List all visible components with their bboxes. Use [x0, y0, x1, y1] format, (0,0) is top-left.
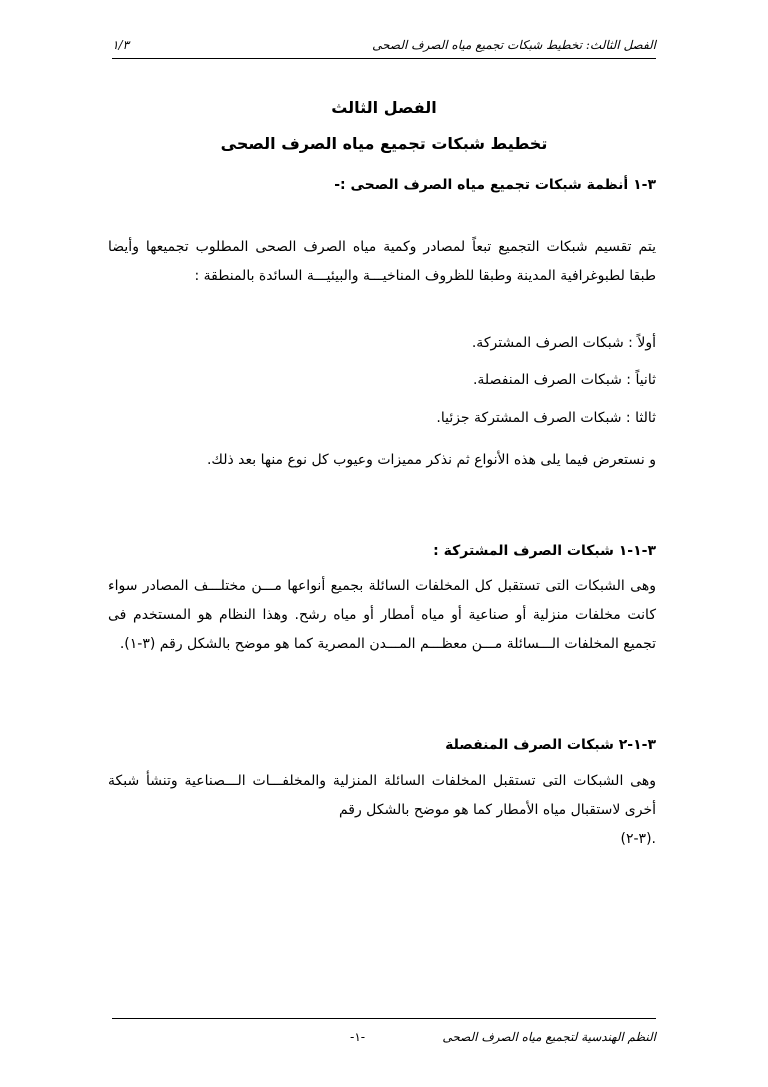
chapter-number: الفصل الثالث [331, 98, 437, 117]
footer-book-title: النظم الهندسية لتجميع مياه الصرف الصحى [442, 1030, 656, 1044]
list-item-second: ثانياً : شبكات الصرف المنفصلة. [472, 372, 656, 388]
section-3-1-outro: و نستعرض فيما يلى هذه الأنواع ثم نذكر مميزات وعيوب كل نوع منها بعد ذلك. [206, 452, 656, 468]
running-header-page-ref: ١/٣ [112, 38, 129, 52]
list-item-third: ثالثا : شبكات الصرف المشتركة جزئيا. [436, 410, 656, 426]
list-item-first: أولاً : شبكات الصرف المشتركة. [471, 335, 656, 351]
section-3-1-1-body: وهى الشبكات التى تستقبل كل المخلفات السائلة بجميع أنواعها مـــن مختلـــف المصادر سواء كانت مخلفات منزلية أو صناعية أو مياه أمطار أو مياه رشح. وهذا النظام هو المستخدم فى تجميع المخلفات الـــسائلة مـــن معظـــم المـــدن المصرية كما هو موضح بالشكل رقم (٣-١). [108, 578, 656, 652]
footer-divider [112, 1018, 656, 1019]
section-heading-3-1-1: ٣-١-١ شبكات الصرف المشتركة : [433, 543, 656, 559]
section-heading-3-1: ٣-١ أنظمة شبكات تجميع مياه الصرف الصحى :- [334, 177, 656, 193]
footer-page-number: -١- [350, 1030, 366, 1044]
section-3-1-intro: يتم تقسيم شبكات التجميع تبعاً لمصادر وكمية مياه الصرف الصحى المطلوب تجميعها وأيضا طبقا لطبوغرافية المدينة وطبقا للظروف المناخيـــة والبيئيـــة السائدة بالمنطقة : [108, 239, 656, 284]
section-heading-3-1-2: ٣-١-٢ شبكات الصرف المنفصلة [445, 737, 656, 753]
section-3-1-2-body: وهى الشبكات التى تستقبل المخلفات السائلة المنزلية والمخلفـــات الـــصناعية وتنشأ شبكة أخرى لاستقبال مياه الأمطار كما هو موضح بالشكل رقم [108, 773, 656, 818]
header-divider [112, 58, 656, 59]
chapter-title: تخطيط شبكات تجميع مياه الصرف الصحى [220, 134, 548, 153]
running-header-title: الفصل الثالث: تخطيط شبكات تجميع مياه الصرف الصحى [372, 38, 656, 52]
figure-reference: .(٣-٢) [620, 831, 656, 847]
